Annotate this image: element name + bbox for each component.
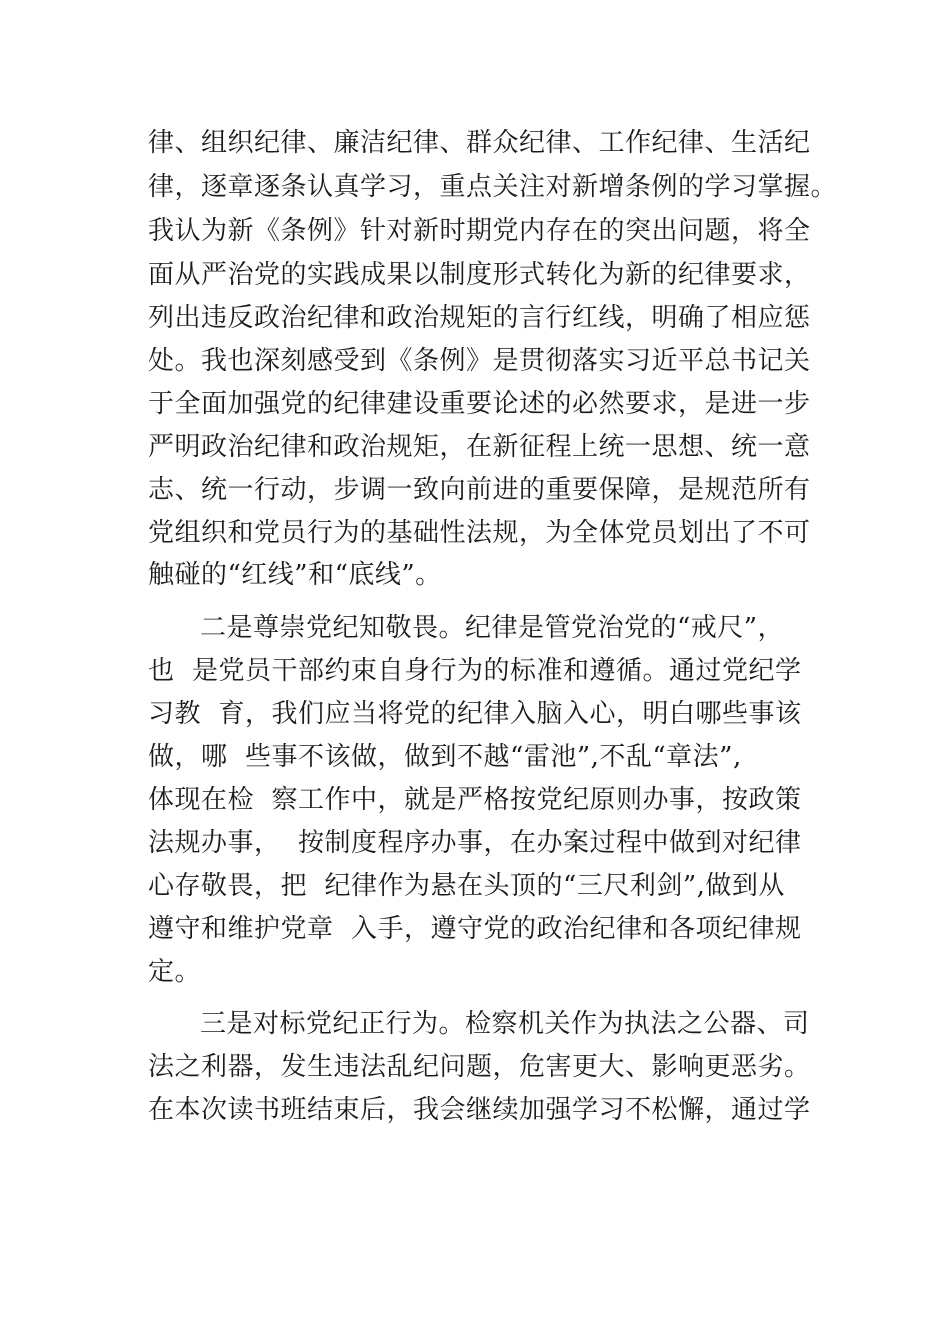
text-line: 体现在检 察工作中，就是严格按党纪原则办事，按政策: [148, 785, 802, 815]
text-line: 律、组织纪律、廉洁纪律、群众纪律、工作纪律、生活纪: [148, 128, 811, 158]
text-line: 法之利器，发生违法乱纪问题，危害更大、影响更恶劣。: [148, 1052, 811, 1082]
text-line: 列出违反政治纪律和政治规矩的言行红线，明确了相应惩: [148, 303, 811, 333]
text-line: 定。: [148, 957, 202, 987]
text-line: 律，逐章逐条认真学习，重点关注对新增条例的学习掌握。: [148, 172, 838, 202]
text-line: 于全面加强党的纪律建设重要论述的必然要求，是进一步: [148, 389, 811, 419]
text-line: 我认为新《条例》针对新时期党内存在的突出问题，将全: [148, 216, 811, 246]
text-line: 触碰的“红线”和“底线”。: [148, 560, 442, 590]
text-line: 习教 育，我们应当将党的纪律入脑入心，明白哪些事该: [148, 699, 802, 729]
text-line: 在本次读书班结束后，我会继续加强学习不松懈，通过学: [148, 1095, 811, 1125]
text-line: 心存敬畏，把 纪律作为悬在头顶的“三尺利剑”,做到从: [148, 871, 785, 901]
text-line: 面从严治党的实践成果以制度形式转化为新的纪律要求，: [148, 260, 811, 290]
text-line: 二是尊崇党纪知敬畏。纪律是管党治党的“戒尺”，: [200, 613, 785, 643]
text-line: 处。我也深刻感受到《条例》是贯彻落实习近平总书记关: [148, 346, 811, 376]
text-line: 做，哪 些事不该做，做到不越“雷池”,不乱“章法”,: [148, 742, 742, 772]
text-line: 遵守和维护党章 入手，遵守党的政治纪律和各项纪律规: [148, 914, 802, 944]
text-line: 党组织和党员行为的基础性法规，为全体党员划出了不可: [148, 518, 811, 548]
text-line: 志、统一行动，步调一致向前进的重要保障，是规范所有: [148, 475, 811, 505]
text-line: 三是对标党纪正行为。检察机关作为执法之公器、司: [200, 1009, 810, 1039]
text-line: 也 是党员干部约束自身行为的标准和遵循。通过党纪学: [148, 656, 802, 686]
text-line: 法规办事， 按制度程序办事，在办案过程中做到对纪律: [148, 828, 802, 858]
text-line: 严明政治纪律和政治规矩，在新征程上统一思想、统一意: [148, 432, 811, 462]
